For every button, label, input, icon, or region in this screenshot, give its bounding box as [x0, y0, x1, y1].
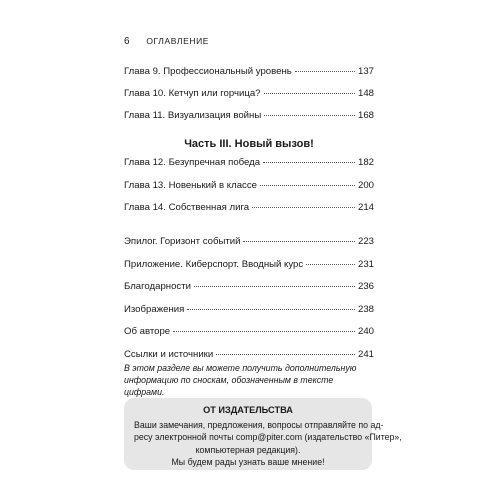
toc-entry-chapter-10[interactable]	[124, 88, 374, 100]
toc-entry-label: Глава 10. Кетчуп или горчица?	[124, 88, 261, 99]
toc-entry-acknowledgements[interactable]	[124, 281, 374, 293]
references-note-line: информацию по сноскам, обозначенным в тексте цифрами.	[124, 375, 334, 397]
toc-entry-label: Глава 13. Новенький в классе	[124, 180, 257, 191]
dot-leader	[260, 185, 355, 186]
publisher-notice-box	[124, 398, 402, 470]
page-number: 6	[124, 36, 130, 47]
toc-entry-label: Глава 9. Профессиональный уровень	[124, 66, 292, 77]
toc-entry-page: 148	[357, 88, 374, 99]
toc-entry-appendix[interactable]	[124, 259, 374, 271]
toc-entry-label: Ссылки и источники	[124, 349, 214, 360]
part-heading: Часть III. Новый вызов!	[184, 138, 314, 150]
toc-entry-label: Эпилог. Горизонт событий	[124, 236, 241, 247]
dot-leader	[263, 162, 355, 163]
dot-leader	[252, 207, 355, 208]
toc-entry-page: 137	[357, 66, 374, 77]
toc-entry-page: 238	[357, 304, 374, 315]
dot-leader	[264, 115, 355, 116]
toc-entry-page: 200	[357, 180, 374, 191]
publisher-notice-line: Мы будем рады узнать ваше мнение!	[171, 457, 325, 467]
dot-leader	[243, 241, 355, 242]
toc-entry-page: 223	[357, 236, 374, 247]
toc-entry-label: Изображения	[124, 304, 185, 315]
dot-leader	[173, 331, 355, 332]
references-note	[124, 362, 374, 398]
toc-entry-label: Глава 11. Визуализация войны	[124, 110, 262, 121]
toc-entry-page: 240	[357, 326, 374, 337]
publisher-notice-line: ресу электронной почты comp@piter.com (издательство «Питер»,	[134, 432, 402, 442]
running-header	[124, 36, 209, 47]
dot-leader	[187, 309, 355, 310]
toc-entry-chapter-11[interactable]	[124, 110, 374, 122]
publisher-notice-title: ОТ ИЗДАТЕЛЬСТВА	[203, 405, 293, 415]
toc-entry-label: Приложение. Киберспорт. Вводный курс	[124, 259, 304, 270]
toc-entry-chapter-12[interactable]	[124, 157, 374, 169]
toc-entry-label: Благодарности	[124, 281, 191, 292]
toc-entry-about-author[interactable]	[124, 326, 374, 338]
toc-entry-page: 236	[357, 281, 374, 292]
toc-entry-label: Об авторе	[124, 326, 171, 337]
toc-entry-label: Глава 12. Безупречная победа	[124, 157, 261, 168]
toc-entry-page: 231	[357, 259, 374, 270]
running-title: ОГЛАВЛЕНИЕ	[146, 36, 210, 46]
toc-entry-page: 241	[357, 349, 374, 360]
toc-entry-epilogue[interactable]	[124, 236, 374, 248]
dot-leader	[264, 93, 355, 94]
toc-entry-page: 182	[357, 157, 374, 168]
dot-leader	[306, 264, 355, 265]
toc-entry-label: Глава 14. Собственная лига	[124, 202, 250, 213]
toc-entry-images[interactable]	[124, 304, 374, 316]
toc-entry-page: 214	[357, 202, 374, 213]
toc-entry-chapter-13[interactable]	[124, 180, 374, 192]
toc-entry-references[interactable]	[124, 349, 374, 361]
dot-leader	[295, 71, 355, 72]
publisher-notice-line: Ваши замечания, предложения, вопросы отправляйте по ад-	[134, 419, 384, 430]
dot-leader	[194, 286, 355, 287]
references-note-line: В этом разделе вы можете получить дополнительную	[124, 363, 357, 373]
publisher-notice-line: компьютерная редакция).	[195, 444, 301, 455]
dot-leader	[216, 354, 355, 355]
toc-entry-page: 168	[357, 110, 374, 121]
toc-entry-chapter-9[interactable]	[124, 66, 374, 78]
toc-entry-chapter-14[interactable]	[124, 202, 374, 214]
